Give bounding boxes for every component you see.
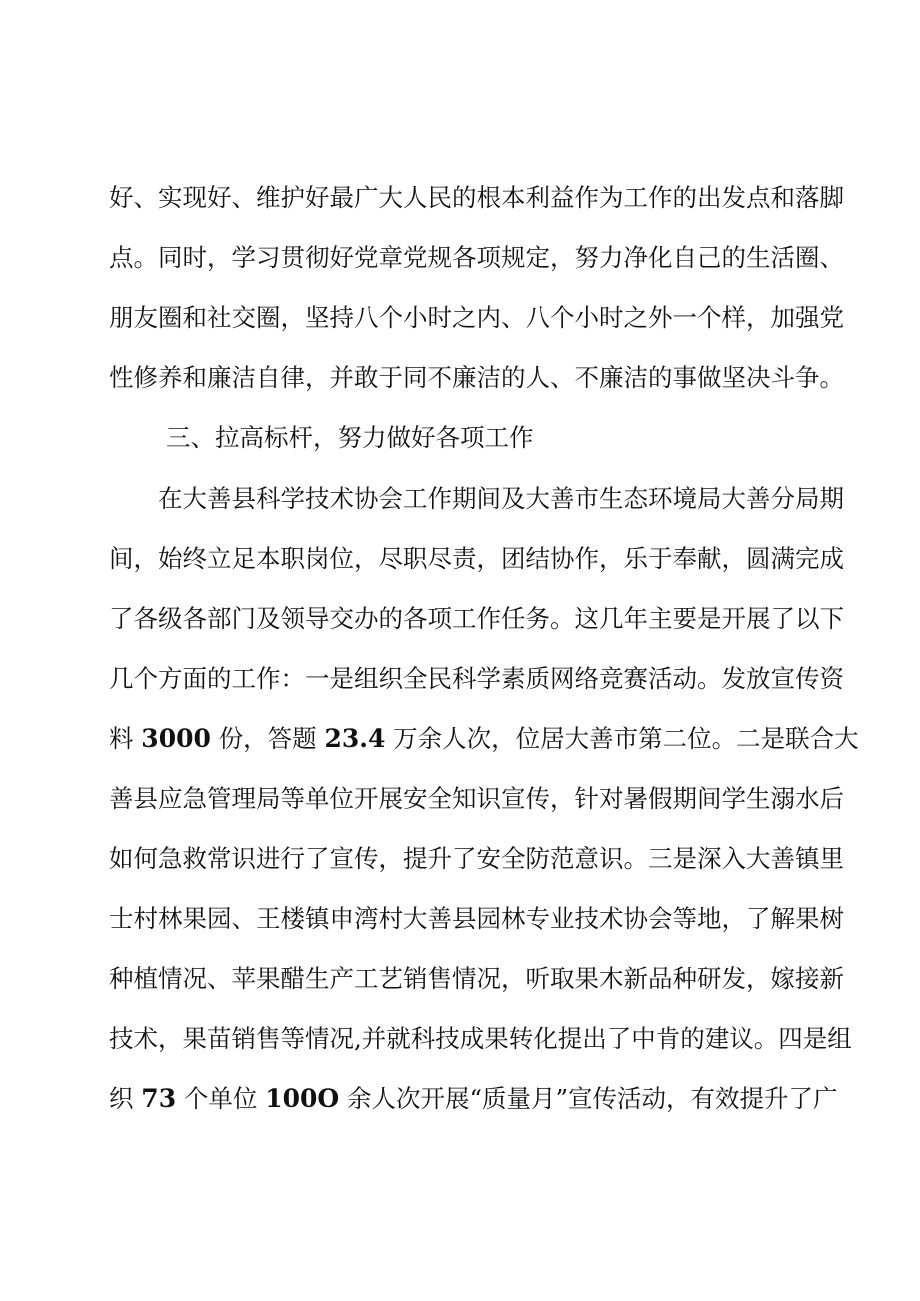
paragraph2-line-5 <box>109 719 859 759</box>
paragraph2-line-7: 如何急救常识进行了宣传，提升了安全防范意识。三是深入大善镇里 <box>109 844 844 873</box>
paragraph1-line-3: 朋友圈和社交圈，坚持八个小时之内、八个小时之外一个样，加强党 <box>109 303 844 332</box>
line5-text-b: 份，答题 <box>218 724 317 753</box>
paragraph2-line-9: 种植情况、苹果醋生产工艺销售情况，听取果木新品种研发，嫁接新 <box>109 964 844 993</box>
section-heading: 三、拉高标杆，努力做好各项工作 <box>166 423 534 452</box>
paragraph1-line-1: 好、实现好、维护好最广大人民的根本利益作为工作的出发点和落脚 <box>109 183 844 212</box>
paragraph1-line-4: 性修养和廉洁自律，并敢于同不廉洁的人、不廉洁的事做坚决斗争。 <box>109 363 844 392</box>
paragraph2-line-6: 善县应急管理局等单位开展安全知识宣传，针对暑假期间学生溺水后 <box>109 784 844 813</box>
answer-count: 23.4 <box>324 724 386 753</box>
paragraph2-line-2: 间，始终立足本职岗位，尽职尽责，团结协作，乐于奉献，圆满完成 <box>109 544 844 573</box>
paragraph2-line-10: 技术，果苗销售等情况,并就科技成果转化提出了中肯的建议。四是组 <box>109 1024 852 1053</box>
paragraph2-line-8: 士村林果园、王楼镇申湾村大善县园林专业技术协会等地，了解果树 <box>109 904 844 933</box>
paragraph2-line-11 <box>109 1079 838 1119</box>
line11-text-a: 织 <box>109 1084 134 1113</box>
line11-text-b: 个单位 <box>183 1084 258 1113</box>
paragraph1-line-2: 点。同时，学习贯彻好党章党规各项规定，努力净化自己的生活圈、 <box>109 243 844 272</box>
unit-count: 73 <box>141 1084 177 1113</box>
paragraph2-line-4: 几个方面的工作：一是组织全民科学素质网络竞赛活动。发放宣传资 <box>109 664 844 693</box>
participant-count: 100O <box>265 1084 340 1113</box>
leaflet-count: 3000 <box>141 724 211 753</box>
paragraph2-line-1: 在大善县科学技术协会工作期间及大善市生态环境局大善分局期 <box>158 484 844 513</box>
paragraph2-line-3: 了各级各部门及领导交办的各项工作任务。这几年主要是开展了以下 <box>109 604 844 633</box>
line5-text-a: 料 <box>109 724 134 753</box>
line5-text-c: 万余人次，位居大善市第二位。二是联合大 <box>393 724 859 753</box>
line11-text-c: 余人次开展“质量月”宣传活动，有效提升了广 <box>346 1084 838 1113</box>
